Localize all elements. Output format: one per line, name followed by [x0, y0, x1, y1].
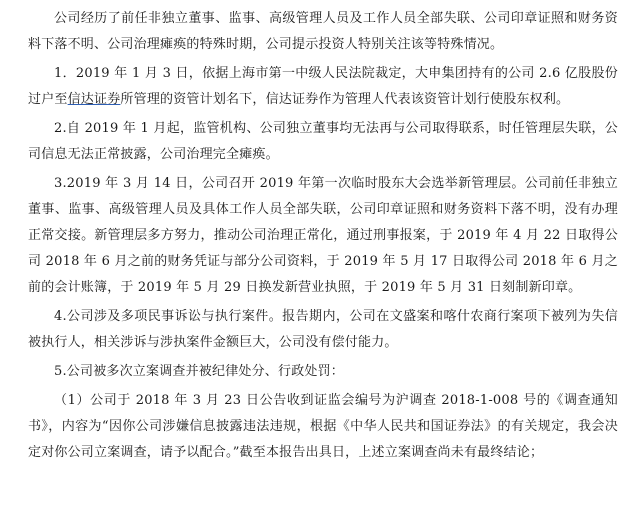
intro-paragraph: 公司经历了前任非独立董事、监事、高级管理人员及工作人员全部失联、公司印章证照和财务资料下落不明、公司治理瘫痪的特殊时期，公司提示投资人特别关注该等特殊情况。 [28, 11, 618, 52]
item-3-paragraph: 3.2019 年 3 月 14 日，公司召开 2019 年第一次临时股东大会选举新管理层。公司前任非独立董事、监事、高级管理人员及具体工作人员全部失联，公司印章证照和财务资料下落不明，没有办理正常交接。新管理层多方努力，推动公司治理正常化，通过刑事报案，于 2019 年 4 月 22 日取得公司 2018 年 6 月之前的财务凭证与部分公司资料，于 2019 年 5 月 17 日取得公司 2018 年 6 月之前的会计账簿，于 2019 年 5 月 29 日换发新营业执照，于 2019 年 5 月 31 日刻制新印章。 [28, 176, 618, 295]
item-4-paragraph: 4.公司涉及多项民事诉讼与执行案件。报告期内，公司在文盛案和喀什农商行案项下被列为失信被执行人，相关涉诉与涉执案件金额巨大，公司没有偿付能力。 [28, 309, 618, 350]
item-5-paragraph: 5.公司被多次立案调查并被纪律处分、行政处罚： [54, 364, 345, 379]
xinda-securities-link[interactable]: 信达证券 [67, 92, 121, 107]
item-1-paragraph [28, 61, 618, 113]
item-5-sub-1-paragraph: （1）公司于 2018 年 3 月 23 日公告收到证监会编号为沪调查 2018-1-008 号的《调查通知书》，内容为“因你公司涉嫌信息披露违法违规，根据《中华人民共和国证券法》的有关规定，我会决定对你公司立案调查，请予以配合。”截至本报告出具日，上述立案调查尚未有最终结论； [28, 393, 618, 460]
item-2-paragraph: 2.自 2019 年 1 月起，监管机构、公司独立董事均无法再与公司取得联系，时任管理层失联，公司信息无法正常披露，公司治理完全瘫痪。 [28, 121, 618, 162]
item-1-text-end: 所管理的资管计划名下，信达证券作为管理人代表该资管计划行使股东权利。 [120, 92, 570, 107]
item-1-text-start: 1．2019 年 1 月 3 日，依据上海市第一中级人民法院裁定，大申集团持有的公司 2.6 亿股股份过户至 [28, 66, 618, 107]
